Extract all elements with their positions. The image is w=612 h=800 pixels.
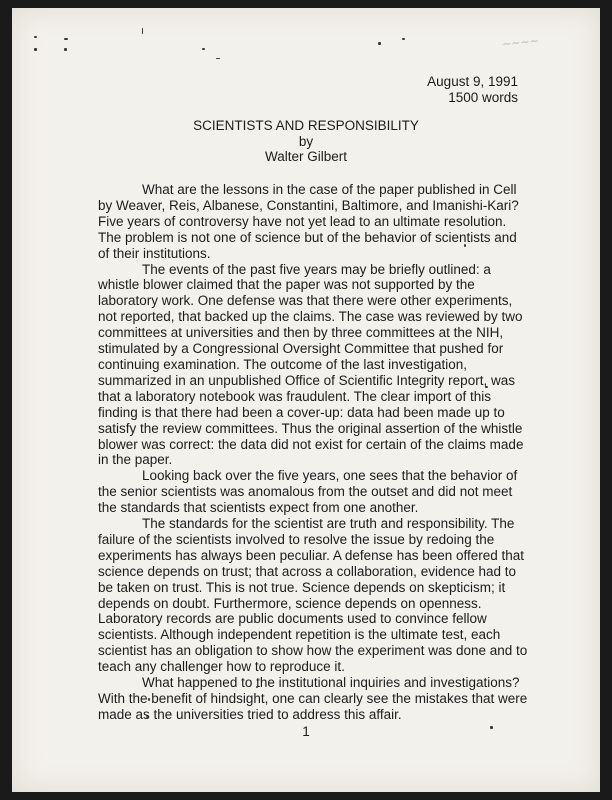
paragraph: The events of the past five years may be briefly outlined: a whistle blower claimed that the paper was not supported by the laboratory work. One defense was that there were other experiments, not reported, that backed up the claims. The case was reviewed by two committees at universities and then by three committees at the NIH, stimulated by a Congressional Oversight Committee that pushed for continuing examination. The outcome of the last investigation, summarized in an unpublished Office of Scientific Integrity report, was that a laboratory notebook was fraudulent. The clear import of this finding is that there had been a cover-up: data had been made up to satisfy the review committees. Thus the original assertion of the whistle blower was correct: the data did not exist for certain of the claims made in the paper.	[98, 261, 524, 468]
word-count: 1500 words	[448, 90, 518, 105]
typed-document-page	[12, 8, 600, 792]
author-name: Walter Gilbert	[264, 149, 347, 164]
document-date: August 9, 1991	[427, 74, 518, 89]
paragraph: What happened to the institutional inquiries and investigations? With the benefit of hindsight, one can clearly see the mistakes that were made as the universities tried to address this affair.	[98, 675, 528, 722]
paragraph: Looking back over the five years, one sees that the behavior of the senior scientists was anomalous from the outset and did not meet the standards that scientists expect from one another.	[98, 468, 518, 516]
paragraph: The standards for the scientist are truth and responsibility. The failure of the scientists involved to resolve the issue by redoing the experiments has always been peculiar. A defense has been offered that science depends on trust; that across a collaboration, evidence had to be taken on trust. This is not true. Science depends on skepticism; it depends on doubt. Furthermore, science depends on openness. Laboratory records are public documents used to convince fellow scientists. Although independent repetition is the ultimate test, each scientist has an obligation to show how the experiment was done and to teach any challenger how to reproduce it.	[98, 516, 528, 675]
page-number: 1	[302, 724, 310, 739]
faint-handwritten-mark: ~~~~	[501, 34, 540, 51]
document-title: SCIENTISTS AND RESPONSIBILITY	[193, 118, 419, 133]
document-body	[98, 182, 528, 723]
title-block	[12, 118, 600, 165]
byline-by: by	[298, 133, 314, 149]
date-block	[427, 74, 518, 106]
paragraph: What are the lessons in the case of the paper published in Cell by Weaver, Reis, Albanese, Constantini, Baltimore, and Imanishi-Kari? Five years of controversy have not yet lead to an ultimate resolution. The problem is not one of science but of the behavior of scientists and of their institutions.	[98, 182, 519, 261]
